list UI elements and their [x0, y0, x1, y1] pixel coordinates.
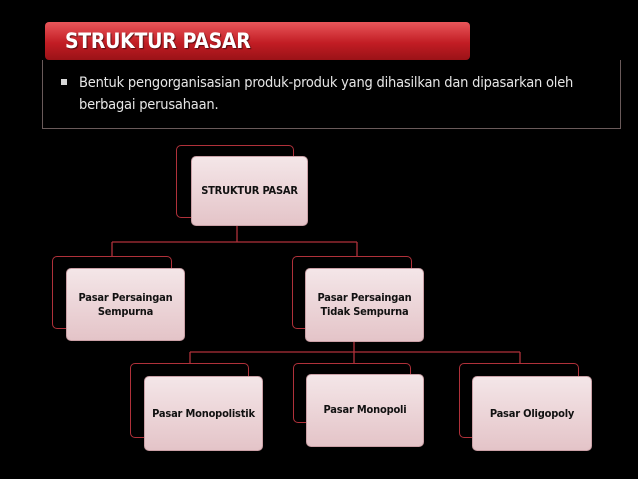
node-pasar-monopolistik-label: Pasar Monopolistik — [152, 406, 255, 420]
node-struktur-pasar — [191, 156, 308, 226]
node-pasar-persaingan-sempurna — [66, 268, 185, 341]
node-pasar-monopoli — [306, 374, 424, 447]
node-pasar-oligopoly-label: Pasar Oligopoly — [489, 406, 575, 420]
node-pasar-monopolistik — [144, 376, 263, 451]
node-pasar-oligopoly — [472, 376, 592, 451]
slide-title: STRUKTUR PASAR — [65, 29, 251, 53]
node-struktur-pasar-label: STRUKTUR PASAR — [201, 184, 298, 197]
node-pasar-monopoli-label: Pasar Monopoli — [323, 403, 407, 416]
node-pasar-persaingan-tidak-sempurna-label: Pasar Persaingan Tidak Sempurna — [317, 291, 412, 318]
node-pasar-persaingan-sempurna-label: Pasar Persaingan Sempurna — [78, 290, 173, 318]
bullet-text: Bentuk pengorganisasian produk-produk yang dihasilkan dan dipasarkan oleh berbagai perusahaan. — [79, 75, 574, 113]
node-pasar-persaingan-tidak-sempurna — [305, 268, 424, 342]
